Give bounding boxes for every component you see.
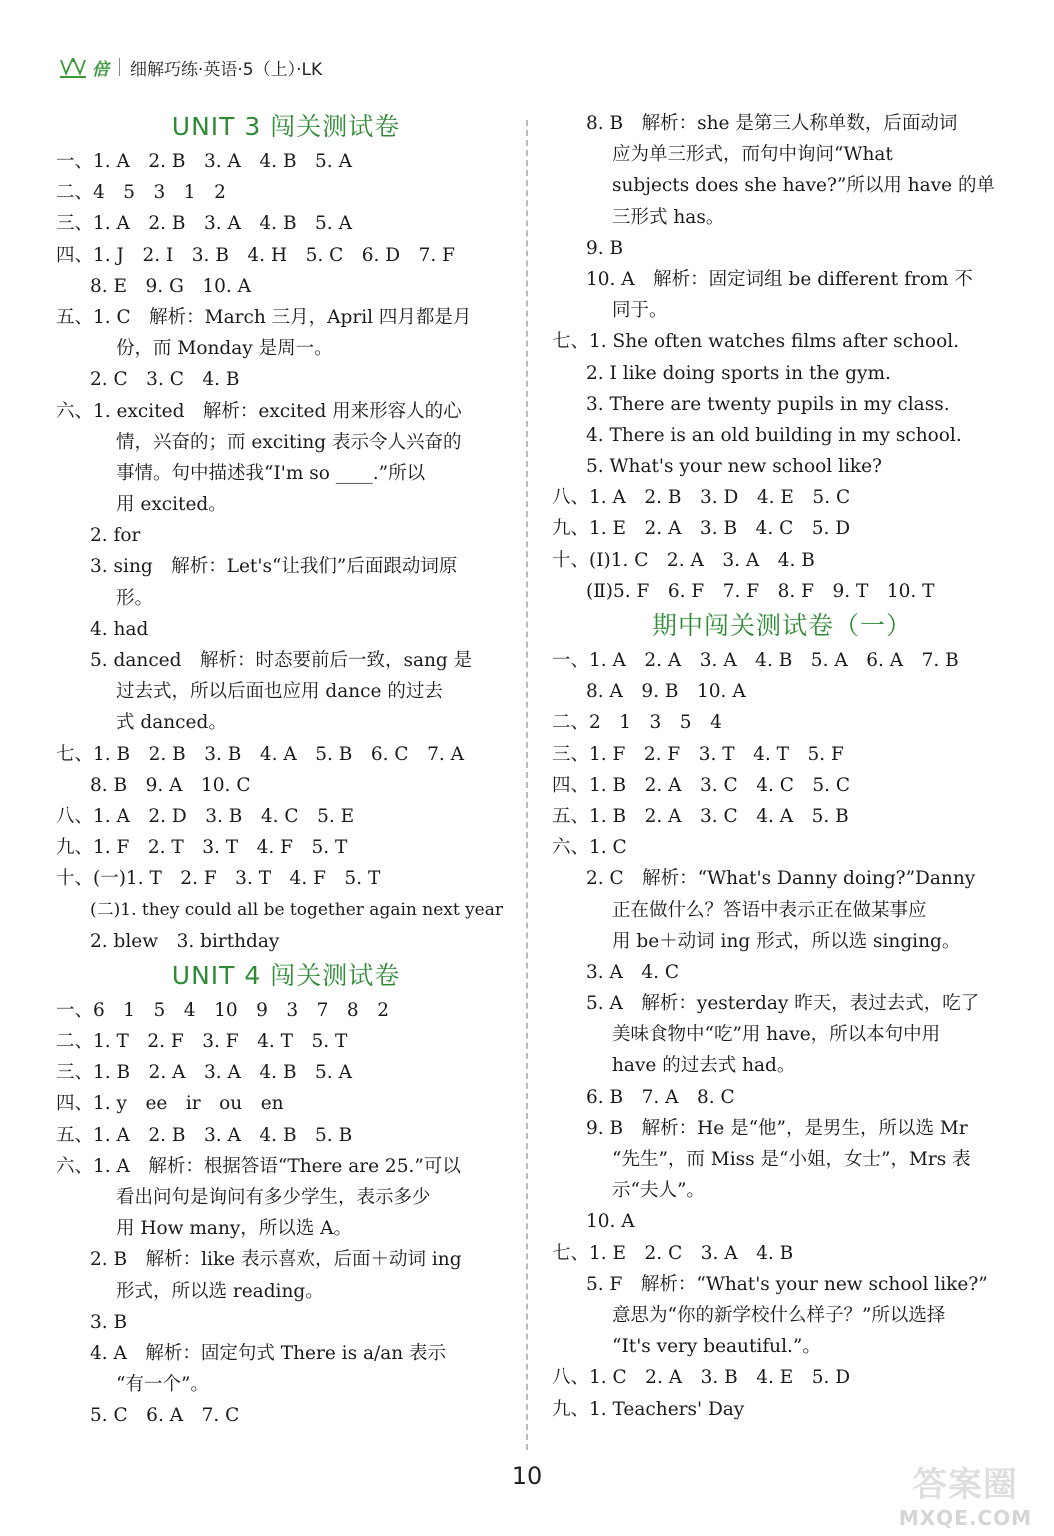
answer-line: 七、1. E 2. C 3. A 4. B xyxy=(552,1242,794,1264)
answer-line: 8. A 9. B 10. A xyxy=(586,681,746,703)
answer-line: 5. A 解析：yesterday 昨天，表过去式，吃了 xyxy=(586,993,980,1015)
watermark-cn: 答案圈 xyxy=(912,1465,1018,1505)
left-column xyxy=(56,108,516,1432)
answer-line: “先生”，而 Miss 是“小姐，女士”，Mrs 表 xyxy=(612,1149,971,1170)
answer-line: 3. B xyxy=(90,1311,128,1333)
answer-line: 四、1. y ee ir ou en xyxy=(56,1093,284,1115)
answer-line: 一、1. A 2. A 3. A 4. B 5. A 6. A 7. B xyxy=(552,650,959,671)
answer-line: 用 How many，所以选 A。 xyxy=(116,1218,353,1240)
section-title-unit4: UNIT 4 闯关测试卷 xyxy=(171,960,401,990)
answer-line: 5. What's your new school like? xyxy=(586,456,882,478)
answer-line: 六、1. A 解析：根据答语“There are 25.”可以 xyxy=(56,1155,461,1177)
answer-line: 形式，所以选 reading。 xyxy=(116,1280,324,1302)
answer-line: 3. sing 解析：Let's“让我们”后面跟动词原 xyxy=(90,556,458,578)
answer-line: 6. B 7. A 8. C xyxy=(586,1086,735,1108)
answer-line: 5. F 解析：“What's your new school like?” xyxy=(586,1273,988,1295)
answer-line: 二、2 1 3 5 4 xyxy=(552,712,722,734)
answer-line: 一、6 1 5 4 10 9 3 7 8 2 xyxy=(56,999,389,1021)
answer-line: 2. C 3. C 4. B xyxy=(90,369,240,391)
answer-line: 4. A 解析：固定句式 There is a/an 表示 xyxy=(90,1342,447,1364)
answer-line: 应为单三形式，而句中询问“What xyxy=(612,144,893,166)
answer-line: “有一个”。 xyxy=(116,1374,209,1396)
answer-line: 九、1. E 2. A 3. B 4. C 5. D xyxy=(552,518,851,540)
answer-line: 8. B 9. A 10. C xyxy=(90,774,251,796)
answer-line: 8. E 9. G 10. A xyxy=(90,275,252,297)
answer-line: 份，而 Monday 是周一。 xyxy=(116,338,333,360)
answer-line: 情，兴奋的；而 exciting 表示令人兴奋的 xyxy=(116,431,462,453)
answer-line: 三形式 has。 xyxy=(612,206,725,228)
answer-line: 四、1. B 2. A 3. C 4. C 5. C xyxy=(552,774,851,796)
header-separator xyxy=(119,58,120,76)
answer-line: 九、1. Teachers' Day xyxy=(552,1398,745,1420)
answer-line: 8. B 解析：she 是第三人称单数，后面动词 xyxy=(586,113,958,134)
answer-line: 2. B 解析：like 表示喜欢，后面＋动词 ing xyxy=(90,1249,462,1271)
answer-line: 二、1. T 2. F 3. F 4. T 5. T xyxy=(56,1031,348,1053)
answer-line: “It's very beautiful.”。 xyxy=(612,1336,821,1358)
answer-line: 九、1. F 2. T 3. T 4. F 5. T xyxy=(56,837,348,859)
answer-line: 意思为“你的新学校什么样子？”所以选择 xyxy=(612,1304,946,1326)
section-title-unit3: UNIT 3 闯关测试卷 xyxy=(171,112,401,141)
answer-line: 同于。 xyxy=(612,300,668,322)
answer-line: 3. There are twenty pupils in my class. xyxy=(586,393,950,415)
answer-line: 用 excited。 xyxy=(116,494,227,516)
watermark-text: MXQE.COM xyxy=(898,1506,1032,1530)
answer-line: 三、1. B 2. A 3. A 4. B 5. A xyxy=(56,1062,352,1084)
answer-line: 七、1. B 2. B 3. B 4. A 5. B 6. C 7. A xyxy=(56,743,464,765)
answer-line: 五、1. A 2. B 3. A 4. B 5. B xyxy=(56,1124,353,1146)
answer-line: 六、1. excited 解析：excited 用来形容人的心 xyxy=(56,400,462,422)
answer-line: 2. for xyxy=(90,525,141,547)
answer-line: 看出问句是询问有多少学生，表示多少 xyxy=(116,1187,431,1208)
answer-line: 二、4 5 3 1 2 xyxy=(56,182,226,204)
right-column xyxy=(552,108,1012,1425)
answer-line: 2. C 解析：“What's Danny doing?”Danny xyxy=(586,868,976,890)
answer-line: 2. blew 3. birthday xyxy=(90,930,280,952)
page-number: 10 xyxy=(511,1462,543,1490)
answer-line: 四、1. J 2. I 3. B 4. H 5. C 6. D 7. F xyxy=(56,244,455,266)
answer-line: 4. There is an old building in my school. xyxy=(586,424,962,446)
answer-line: 5. danced 解析：时态要前后一致，sang 是 xyxy=(90,650,473,671)
answer-line: 过去式，所以后面也应用 dance 的过去 xyxy=(116,681,443,703)
answer-line: 七、1. She often watches films after school. xyxy=(552,331,960,353)
answer-line: 三、1. A 2. B 3. A 4. B 5. A xyxy=(56,213,352,235)
answer-line: 3. A 4. C xyxy=(586,961,680,983)
answer-line: 9. B xyxy=(586,237,624,259)
answer-line: 用 be＋动词 ing 形式，所以选 singing。 xyxy=(612,930,961,952)
book-logo-icon xyxy=(58,54,88,80)
answer-line: 示“夫人”。 xyxy=(612,1180,705,1202)
answer-line: 4. had xyxy=(90,618,149,640)
answer-line: 十、(一)1. T 2. F 3. T 4. F 5. T xyxy=(56,868,381,890)
section-title-midterm: 期中闯关测试卷（一） xyxy=(651,611,912,640)
answer-line: 八、1. A 2. B 3. D 4. E 5. C xyxy=(552,487,851,509)
answer-line: 正在做什么？答语中表示正在做某事应 xyxy=(612,899,927,921)
answer-line: 形。 xyxy=(116,587,154,609)
answer-line: 一、1. A 2. B 3. A 4. B 5. A xyxy=(56,151,352,172)
page-header xyxy=(58,52,322,82)
answer-line: (二)1. they could all be together again next year xyxy=(90,899,504,920)
column-divider xyxy=(526,120,528,1450)
answer-line: (Ⅱ)5. F 6. F 7. F 8. F 9. T 10. T xyxy=(586,580,935,602)
answer-line: have 的过去式 had。 xyxy=(612,1055,796,1077)
header-title: 细解巧练·英语·5（上）·LK xyxy=(130,59,323,80)
watermark xyxy=(899,1457,1032,1530)
answer-line: 5. C 6. A 7. C xyxy=(90,1405,240,1427)
answer-line: 五、1. C 解析：March 三月，April 四月都是月 xyxy=(56,306,472,328)
answer-line: 三、1. F 2. F 3. T 4. T 5. F xyxy=(552,743,844,765)
answer-line: 2. I like doing sports in the gym. xyxy=(586,362,891,384)
answer-line: 9. B 解析：He 是“他”，是男生，所以选 Mr xyxy=(586,1117,968,1139)
answer-line: subjects does she have?”所以用 have 的单 xyxy=(612,175,995,197)
answer-line: 十、(Ⅰ)1. C 2. A 3. A 4. B xyxy=(552,549,815,571)
answer-line: 五、1. B 2. A 3. C 4. A 5. B xyxy=(552,805,849,827)
answer-line: 式 danced。 xyxy=(116,712,227,734)
answer-line: 八、1. C 2. A 3. B 4. E 5. D xyxy=(552,1367,851,1389)
answer-line: 六、1. C xyxy=(552,837,627,859)
brand-logo: 倍 xyxy=(92,59,109,80)
answer-line: 事情。句中描述我“I'm so ____.”所以 xyxy=(116,462,426,484)
answer-line: 八、1. A 2. D 3. B 4. C 5. E xyxy=(56,805,355,827)
answer-line: 10. A xyxy=(586,1211,635,1233)
answer-line: 美味食物中“吃”用 have，所以本句中用 xyxy=(612,1024,941,1046)
answer-line: 10. A 解析：固定词组 be different from 不 xyxy=(586,268,973,290)
